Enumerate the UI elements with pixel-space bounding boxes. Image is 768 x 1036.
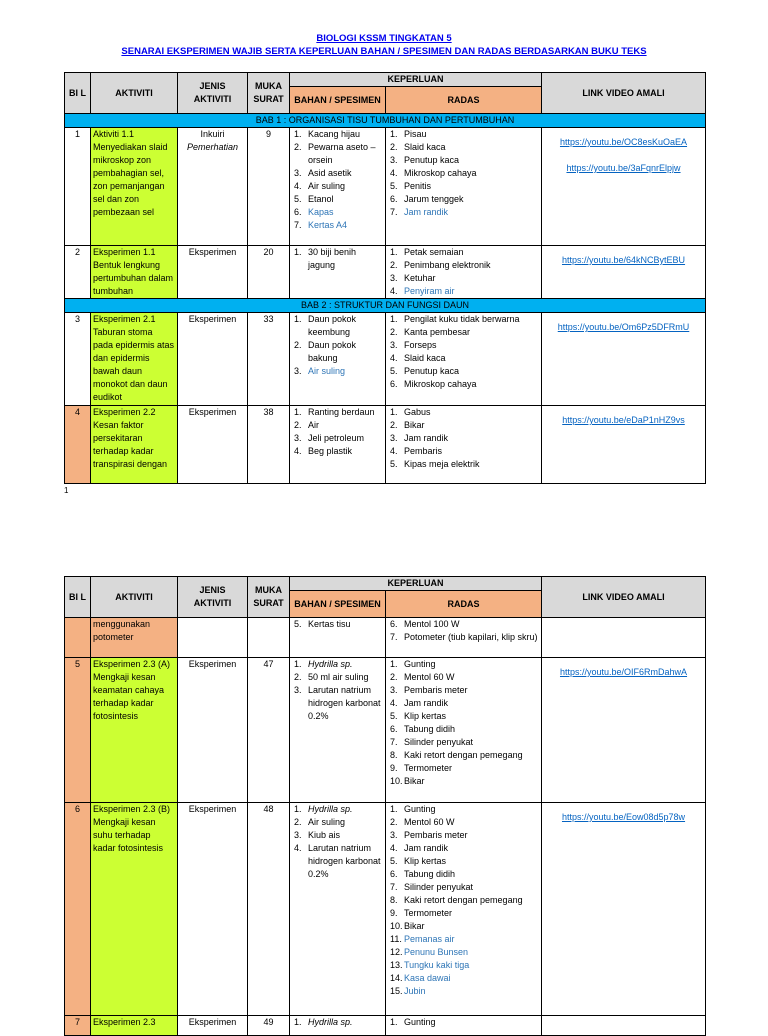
table-row [65, 128, 706, 246]
row-bahan: 1. Ranting berdaun 2. Air 3. Jeli petroleum 4. Beg plastik [290, 406, 386, 484]
row-bil: 1 [65, 128, 91, 246]
row-aktiviti: Eksperimen 2.2 Kesan faktor persekitaran terhadap kadar transpirasi dengan [91, 406, 178, 484]
video-link[interactable]: https://youtu.be/Om6Pz5DFRmU [557, 322, 690, 332]
row-muka: 49 [248, 1016, 290, 1036]
video-link[interactable]: https://youtu.be/3aFqnrElpjw [566, 163, 681, 173]
table-row [65, 618, 706, 658]
page-number: 1 [64, 486, 69, 495]
header-bahan: BAHAN / SPESIMEN [290, 87, 386, 114]
table-row [65, 406, 706, 484]
row-radas: 6. Mentol 100 W 7. Potometer (tiub kapilari, klip skru) [386, 618, 542, 658]
header-muka: MUKA SURAT [248, 577, 290, 618]
row-muka: 48 [248, 803, 290, 1016]
row-bahan: 5. Kertas tisu [290, 618, 386, 658]
row-bil: 4 [65, 406, 91, 484]
row-bahan: 1. Hydrilla sp. 2. 50 ml air suling 3. Larutan natrium hidrogen karbonat 0.2% [290, 658, 386, 803]
row-muka: 9 [248, 128, 290, 246]
row-muka: 38 [248, 406, 290, 484]
header-keperluan: KEPERLUAN [290, 73, 542, 87]
row-bil: 6 [65, 803, 91, 1016]
table-row [65, 803, 706, 1016]
header-keperluan: KEPERLUAN [290, 577, 542, 591]
row-link [542, 313, 706, 406]
header-bil: BI L [65, 577, 91, 618]
row-link [542, 658, 706, 803]
row-aktiviti: Eksperimen 2.3 (B) Mengkaji kesan suhu terhadap kadar fotosintesis [91, 803, 178, 1016]
chapter-1-heading: BAB 1 : ORGANISASI TISU TUMBUHAN DAN PERTUMBUHAN [65, 114, 706, 128]
row-muka: 20 [248, 246, 290, 299]
row-link [542, 803, 706, 1016]
header-aktiviti: AKTIVITI [91, 577, 178, 618]
video-link[interactable]: https://youtu.be/Eow08d5p78w [561, 812, 686, 822]
row-jenis: Inkuiri Pemerhatian [178, 128, 248, 246]
row-link [542, 406, 706, 484]
experiment-table-page1 [64, 72, 706, 484]
video-link[interactable]: https://youtu.be/OIF6RmDahwA [559, 667, 688, 677]
row-radas: 1. Gunting 2. Mentol 60 W 3. Pembaris meter 4. Jam randik 5. Klip kertas 6. Tabung didih 7. Silinder penyukat 8. Kaki retort dengan pemegang 9. Termometer 10. Bikar [386, 658, 542, 803]
row-jenis: Eksperimen [178, 803, 248, 1016]
row-jenis: Eksperimen [178, 658, 248, 803]
header-jenis: JENIS AKTIVITI [178, 577, 248, 618]
row-muka [248, 618, 290, 658]
row-radas: 1. Gunting 2. Mentol 60 W 3. Pembaris meter 4. Jam randik 5. Klip kertas 6. Tabung didih 7. Silinder penyukat 8. Kaki retort dengan pemegang 9. Termometer 10. Bikar 11. Pemanas air 12. Penunu Bunsen 13. Tungku kaki tiga 14. Kasa dawai 15. Jubin [386, 803, 542, 1016]
row-bahan: 1. Hydrilla sp. 2. Air suling 3. Kiub ais 4. Larutan natrium hidrogen karbonat 0.2% [290, 803, 386, 1016]
table-row [65, 658, 706, 803]
table-row [65, 1016, 706, 1036]
header-jenis: JENIS AKTIVITI [178, 73, 248, 114]
header-radas: RADAS [386, 591, 542, 618]
row-bil: 3 [65, 313, 91, 406]
row-jenis: Eksperimen [178, 1016, 248, 1036]
row-bahan: 1. Hydrilla sp. [290, 1016, 386, 1036]
row-aktiviti: Eksperimen 1.1 Bentuk lengkung pertumbuhan dalam tumbuhan [91, 246, 178, 299]
video-link[interactable]: https://youtu.be/eDaP1nHZ9vs [562, 415, 685, 425]
row-bahan: 1. 30 biji benih jagung [290, 246, 386, 299]
row-aktiviti: Eksperimen 2.3 (A) Mengkaji kesan keamatan cahaya terhadap kadar fotosintesis [91, 658, 178, 803]
header-bahan: BAHAN / SPESIMEN [290, 591, 386, 618]
row-aktiviti: Aktiviti 1.1 Menyediakan slaid mikroskop zon pembahagian sel, zon pemanjangan sel dan zon pembezaan sel [91, 128, 178, 246]
row-jenis: Eksperimen [178, 313, 248, 406]
row-radas: 1. Pengilat kuku tidak berwarna 2. Kanta pembesar 3. Forseps 4. Slaid kaca 5. Penutup kaca 6. Mikroskop cahaya [386, 313, 542, 406]
row-muka: 33 [248, 313, 290, 406]
row-radas: 1. Petak semaian 2. Penimbang elektronik 3. Ketuhar 4. Penyiram air [386, 246, 542, 299]
row-muka: 47 [248, 658, 290, 803]
experiment-table-page2 [64, 576, 706, 1036]
row-aktiviti: Eksperimen 2.3 [91, 1016, 178, 1036]
row-link [542, 1016, 706, 1036]
row-link [542, 246, 706, 299]
row-bil: 5 [65, 658, 91, 803]
row-bil: 7 [65, 1016, 91, 1036]
row-jenis [178, 618, 248, 658]
video-link[interactable]: https://youtu.be/OC8esKuOaEA [559, 137, 688, 147]
header-link: LINK VIDEO AMALI [542, 73, 706, 114]
document-title: BIOLOGI KSSM TINGKATAN 5 [316, 33, 452, 44]
header-radas: RADAS [386, 87, 542, 114]
video-link[interactable]: https://youtu.be/64kNCBytEBU [561, 255, 686, 265]
document-subtitle: SENARAI EKSPERIMEN WAJIB SERTA KEPERLUAN BAHAN / SPESIMEN DAN RADAS BERDASARKAN BUKU TEKS [121, 46, 647, 57]
table-row [65, 246, 706, 299]
row-jenis: Eksperimen [178, 406, 248, 484]
row-bil [65, 618, 91, 658]
row-aktiviti: menggunakan potometer [91, 618, 178, 658]
row-radas: 1. Gunting [386, 1016, 542, 1036]
header-aktiviti: AKTIVITI [91, 73, 178, 114]
header-bil: BI L [65, 73, 91, 114]
row-bahan: 1. Kacang hijau 2. Pewarna aseto – orsein 3. Asid asetik 4. Air suling 5. Etanol 6. Kapas 7. Kertas A4 [290, 128, 386, 246]
row-radas: 1. Pisau 2. Slaid kaca 3. Penutup kaca 4. Mikroskop cahaya 5. Penitis 6. Jarum tenggek 7. Jam randik [386, 128, 542, 246]
row-link [542, 128, 706, 246]
table-row [65, 313, 706, 406]
row-radas: 1. Gabus 2. Bikar 3. Jam randik 4. Pembaris 5. Kipas meja elektrik [386, 406, 542, 484]
chapter-2-heading: BAB 2 : STRUKTUR DAN FUNGSI DAUN [65, 299, 706, 313]
header-link: LINK VIDEO AMALI [542, 577, 706, 618]
row-link [542, 618, 706, 658]
row-bil: 2 [65, 246, 91, 299]
row-aktiviti: Eksperimen 2.1 Taburan stoma pada epidermis atas dan epidermis bawah daun monokot dan daun eudikot [91, 313, 178, 406]
header-muka: MUKA SURAT [248, 73, 290, 114]
row-bahan: 1. Daun pokok keembung 2. Daun pokok bakung 3. Air suling [290, 313, 386, 406]
row-jenis: Eksperimen [178, 246, 248, 299]
